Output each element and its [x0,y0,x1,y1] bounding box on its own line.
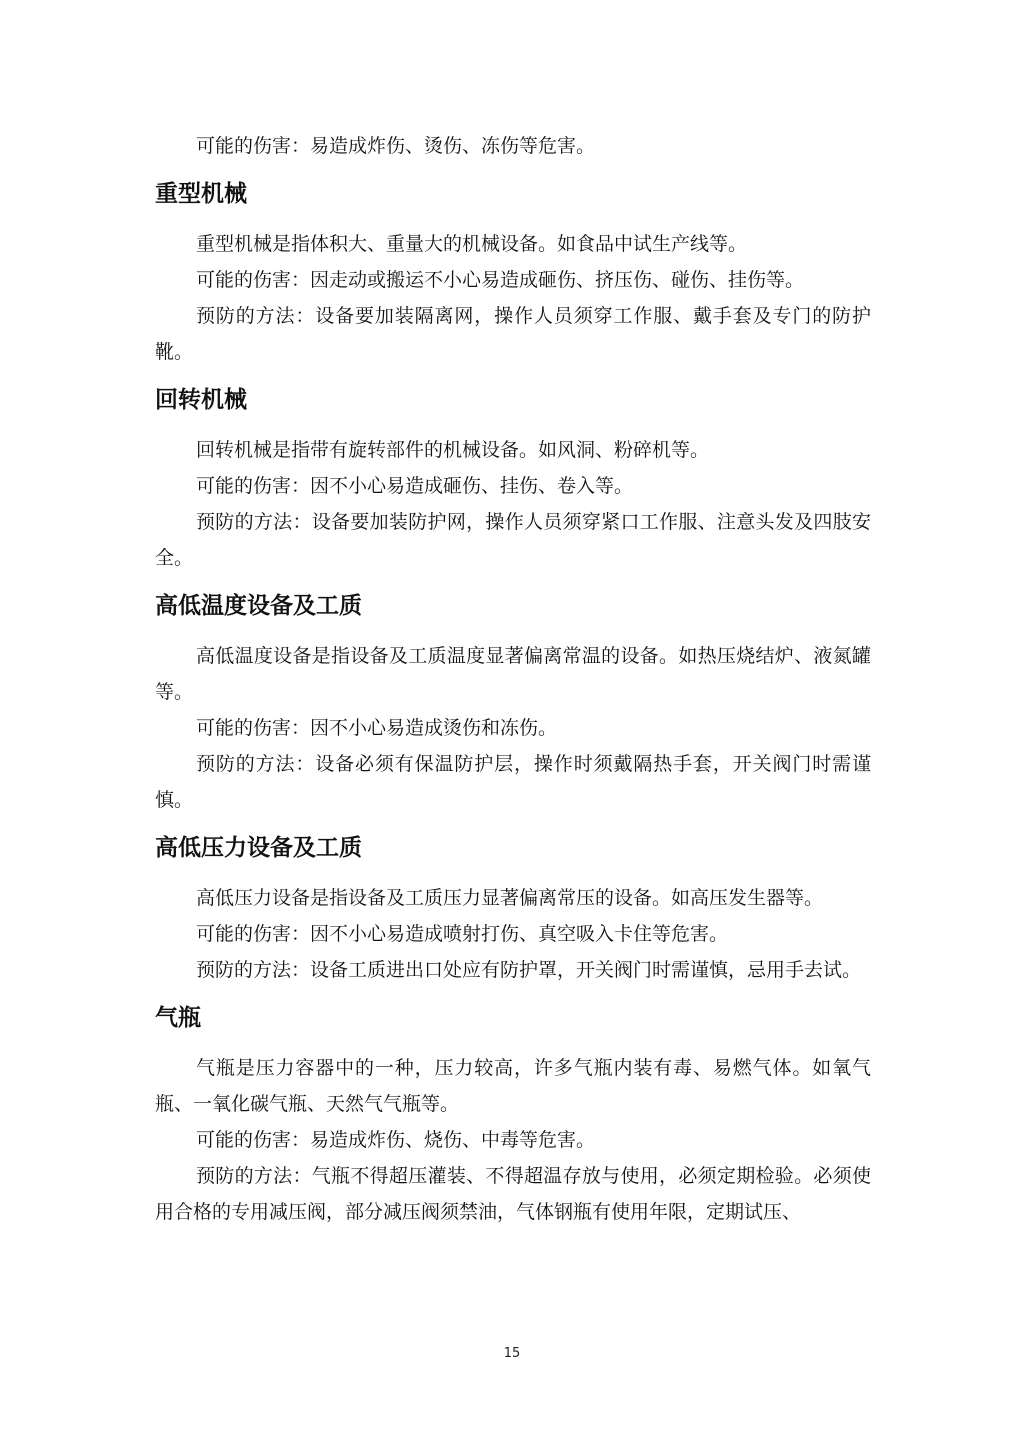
intro-paragraph: 可能的伤害：易造成炸伤、烫伤、冻伤等危害。 [196,135,596,157]
section-heading: 高低温度设备及工质 [155,593,362,619]
section-paragraph: 回转机械是指带有旋转部件的机械设备。如风洞、粉碎机等。 [196,439,710,461]
section-paragraph: 可能的伤害：因不小心易造成烫伤和冻伤。 [196,717,558,739]
section-paragraph: 气瓶是压力容器中的一种，压力较高，许多气瓶内装有毒、易燃气体。如氧气瓶、一氧化碳气瓶、天然气气瓶等。 [155,1057,871,1115]
section-paragraph: 可能的伤害：易造成炸伤、烧伤、中毒等危害。 [196,1129,596,1151]
section-paragraph: 预防的方法：气瓶不得超压灌装、不得超温存放与使用，必须定期检验。必须使用合格的专用减压阀，部分减压阀须禁油，气体钢瓶有使用年限，定期试压、 [155,1165,871,1223]
section-heading: 高低压力设备及工质 [155,835,362,861]
section-temperature-equipment [155,590,871,818]
section-paragraph: 高低压力设备是指设备及工质压力显著偏离常压的设备。如高压发生器等。 [196,887,824,909]
section-paragraph: 预防的方法：设备必须有保温防护层，操作时须戴隔热手套，开关阀门时需谨慎。 [155,753,871,811]
section-gas-cylinders [155,1002,871,1230]
section-paragraph: 预防的方法：设备要加装隔离网，操作人员须穿工作服、戴手套及专门的防护靴。 [155,305,871,363]
section-heading: 气瓶 [155,1005,201,1031]
section-paragraph: 可能的伤害：因不小心易造成砸伤、挂伤、卷入等。 [196,475,634,497]
page-content [155,128,871,1230]
section-paragraph: 高低温度设备是指设备及工质温度显著偏离常温的设备。如热压烧结炉、液氮罐等。 [155,645,871,703]
section-paragraph: 重型机械是指体积大、重量大的机械设备。如食品中试生产线等。 [196,233,748,255]
section-paragraph: 可能的伤害：因走动或搬运不小心易造成砸伤、挤压伤、碰伤、挂伤等。 [196,269,805,291]
section-paragraph: 可能的伤害：因不小心易造成喷射打伤、真空吸入卡住等危害。 [196,923,729,945]
section-heading: 回转机械 [155,387,247,413]
section-heavy-machinery [155,178,871,370]
section-paragraph: 预防的方法：设备工质进出口处应有防护罩，开关阀门时需谨慎，忌用手去试。 [196,959,862,981]
section-heading: 重型机械 [155,181,247,207]
page-number: 15 [503,1346,521,1361]
section-paragraph: 预防的方法：设备要加装防护网，操作人员须穿紧口工作服、注意头发及四肢安全。 [155,511,871,569]
section-pressure-equipment [155,832,871,988]
section-rotating-machinery [155,384,871,576]
